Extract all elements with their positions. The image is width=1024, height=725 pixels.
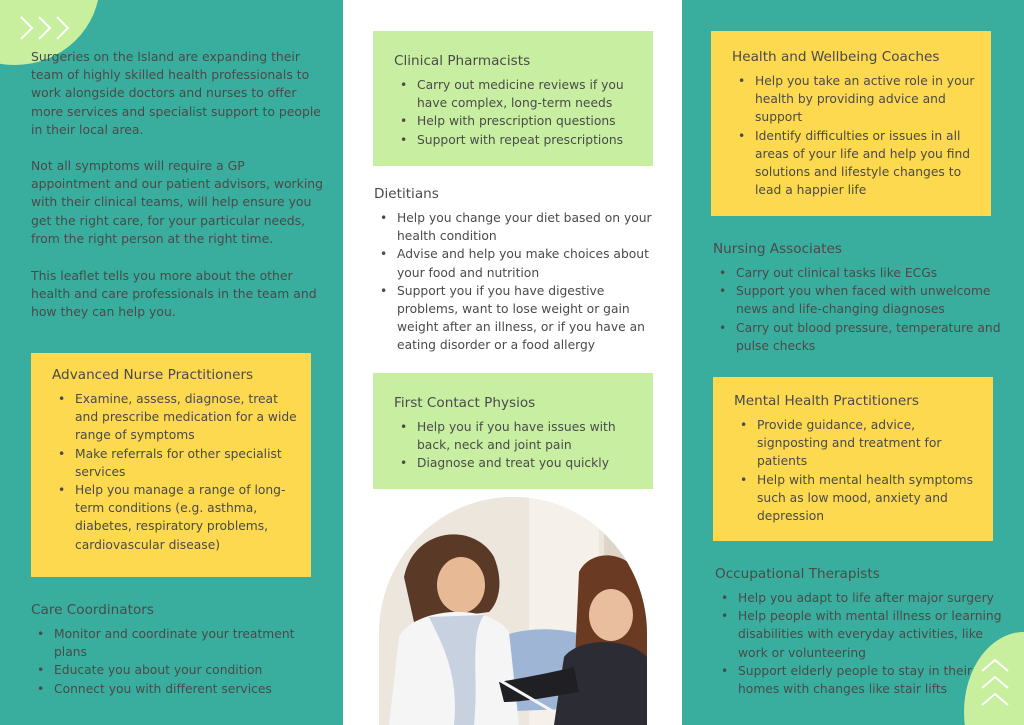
intro-paragraph — [31, 157, 321, 248]
section-clinical-pharmacists — [373, 31, 653, 166]
list-item: • Identify difficulties or issues in all areas of your life and help you find solutions and lifestyle changes to lead a happier life — [732, 127, 975, 200]
intro-line: in their local area. — [31, 121, 144, 137]
section-mental-health-practitioners — [713, 377, 993, 541]
section-first-contact-physios — [373, 373, 653, 489]
intro-line: Surgeries on the Island are expanding their — [31, 49, 300, 64]
list-item: • Help with mental health symptoms such as low mood, anxiety and depression — [734, 471, 977, 526]
section-title: Occupational Therapists — [715, 566, 880, 582]
intro-line: with their clinical teams, will help ensure you — [31, 194, 312, 210]
list-item: • Educate you about your condition — [31, 661, 331, 679]
section-health-wellbeing-coaches — [711, 31, 991, 216]
intro-line: This leaflet tells you more about the other — [31, 268, 293, 283]
list-item: • Carry out clinical tasks like ECGs — [713, 264, 1013, 282]
section-title: Care Coordinators — [31, 602, 154, 618]
list-item: • Help people with mental illness or learning disabilities with everyday activities, like work or volunteering — [715, 607, 1015, 662]
section-occupational-therapists — [715, 565, 1015, 698]
section-title: Mental Health Practitioners — [734, 393, 919, 409]
list-item: • Carry out blood pressure, temperature and pulse checks — [713, 319, 1013, 355]
section-title: Nursing Associates — [713, 241, 842, 257]
list-item: • Help you if you have issues with back, neck and joint pain — [394, 418, 637, 454]
intro-line: Not all symptoms will require a GP — [31, 158, 245, 173]
intro-line: work alongside doctors and nurses to offer — [31, 85, 297, 101]
list-item: • Monitor and coordinate your treatment plans — [31, 625, 331, 661]
intro-line: health and care professionals in the team and — [31, 286, 317, 302]
section-title: Advanced Nurse Practitioners — [52, 367, 254, 383]
intro-line: appointment and our patient advisors, working — [31, 176, 323, 192]
list-item: • Help you take an active role in your health by providing advice and support — [732, 72, 975, 127]
section-title: Health and Wellbeing Coaches — [732, 49, 940, 65]
section-title: Dietitians — [374, 186, 439, 202]
section-care-coordinators — [31, 601, 331, 698]
list-item: • Help you change your diet based on your health condition — [374, 209, 674, 245]
section-dietitians — [374, 185, 674, 355]
intro-line: get the right care, for your particular needs, — [31, 212, 306, 228]
intro-line: team of highly skilled health professionals to — [31, 67, 310, 83]
section-title: First Contact Physios — [394, 395, 536, 411]
intro-line: how they can help you. — [31, 304, 176, 320]
chevrons-right-icon — [18, 14, 74, 42]
list-item: • Support you when faced with unwelcome news and life-changing diagnoses — [713, 282, 1013, 318]
list-item: • Diagnose and treat you quickly — [394, 454, 637, 472]
list-item: • Make referrals for other specialist services — [52, 445, 295, 481]
list-item: • Help you adapt to life after major surgery — [715, 589, 1015, 607]
intro-line: from the right person at the right time. — [31, 230, 274, 246]
list-item: • Support with repeat prescriptions — [394, 131, 637, 149]
list-item: • Help with prescription questions — [394, 112, 637, 130]
section-title: Clinical Pharmacists — [394, 53, 531, 69]
intro-paragraph — [31, 48, 321, 139]
section-nursing-associates — [713, 240, 1013, 355]
list-item: • Help you manage a range of long- term conditions (e.g. asthma, diabetes, respiratory problems, cardiovascular disease) — [52, 481, 295, 554]
list-item: • Advise and help you make choices about your food and nutrition — [374, 245, 674, 281]
list-item: • Support you if you have digestive problems, want to lose weight or gain weight after an illness, or if you have an eating disorder or a food allergy — [374, 282, 674, 355]
intro-line: more services and specialist support to people — [31, 103, 321, 119]
list-item: • Support elderly people to stay in their homes with changes like stair lifts — [715, 662, 1015, 698]
list-item: • Carry out medicine reviews if you have complex, long-term needs — [394, 76, 637, 112]
list-item: • Connect you with different services — [31, 680, 331, 698]
intro-paragraph — [31, 267, 321, 322]
list-item: • Provide guidance, advice, signposting and treatment for patients — [734, 416, 977, 471]
list-item: • Examine, assess, diagnose, treat and prescribe medication for a wide range of symptoms — [52, 390, 295, 445]
section-advanced-nurse-practitioners — [31, 353, 311, 577]
